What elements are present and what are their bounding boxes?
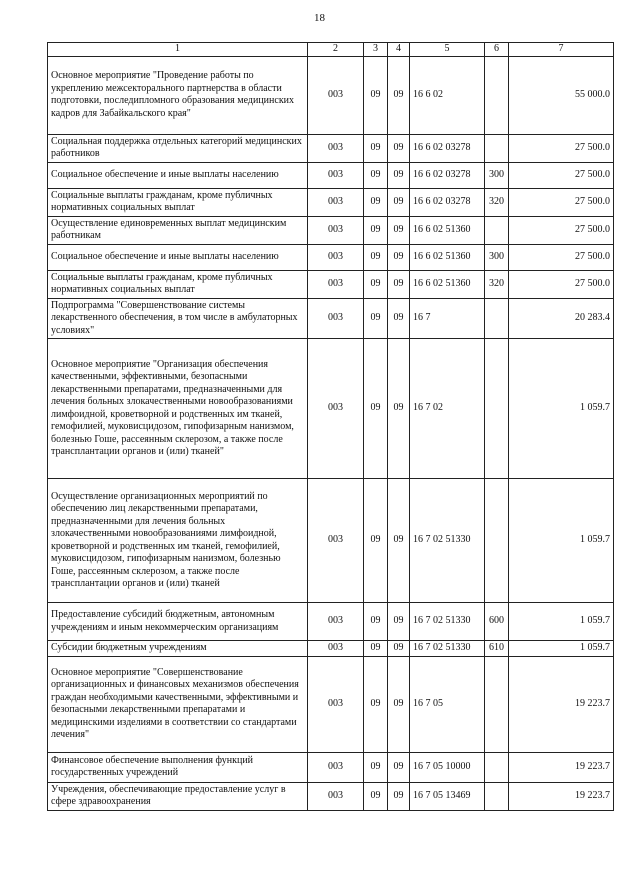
amount: 27 500.0 (509, 216, 614, 244)
column-header: 7 (509, 43, 614, 57)
amount: 19 223.7 (509, 752, 614, 782)
table-row (48, 216, 614, 244)
row-name: Учреждения, обеспечивающие предоставление услуг в сфере здравоохранения (48, 782, 308, 810)
subsection-code: 09 (388, 244, 410, 270)
table-row (48, 134, 614, 162)
table-row (48, 339, 614, 479)
amount: 1 059.7 (509, 339, 614, 479)
section-code: 09 (364, 270, 388, 298)
target-article-code: 16 7 02 51330 (410, 479, 485, 603)
expense-type-code (485, 56, 509, 134)
expense-type-code (485, 782, 509, 810)
section-code: 09 (364, 656, 388, 752)
subsection-code: 09 (388, 270, 410, 298)
expense-type-code: 610 (485, 641, 509, 657)
column-header: 2 (308, 43, 364, 57)
target-article-code: 16 7 (410, 298, 485, 339)
row-name: Осуществление единовременных выплат медицинским работникам (48, 216, 308, 244)
amount: 1 059.7 (509, 479, 614, 603)
section-code: 09 (364, 479, 388, 603)
table-row (48, 298, 614, 339)
column-header: 3 (364, 43, 388, 57)
expense-type-code (485, 339, 509, 479)
admin-code: 003 (308, 216, 364, 244)
row-name: Финансовое обеспечение выполнения функций государственных учреждений (48, 752, 308, 782)
row-name: Осуществление организационных мероприятий по обеспечению лиц лекарственными препаратами, предназначенными для лечения больных злокачественными новообразованиями лимфоидной, кроветворной и родственных им тканей, гемофилией, муковисцидозом, гипофизарным нанизмом, болезнью Гоше, рассеянным склерозом, а также после трансплантации органов и (или) тканей (48, 479, 308, 603)
row-name: Субсидии бюджетным учреждениям (48, 641, 308, 657)
row-name: Социальные выплаты гражданам, кроме публичных нормативных социальных выплат (48, 188, 308, 216)
expense-type-code (485, 656, 509, 752)
section-code: 09 (364, 244, 388, 270)
target-article-code: 16 6 02 51360 (410, 270, 485, 298)
amount: 27 500.0 (509, 188, 614, 216)
table-row (48, 603, 614, 641)
admin-code: 003 (308, 339, 364, 479)
target-article-code: 16 6 02 51360 (410, 216, 485, 244)
table-row (48, 656, 614, 752)
section-code: 09 (364, 134, 388, 162)
section-code: 09 (364, 641, 388, 657)
table-body (48, 56, 614, 810)
expense-type-code: 320 (485, 270, 509, 298)
row-name: Социальное обеспечение и иные выплаты населению (48, 244, 308, 270)
column-header: 4 (388, 43, 410, 57)
expense-type-code: 300 (485, 162, 509, 188)
admin-code: 003 (308, 270, 364, 298)
amount: 27 500.0 (509, 270, 614, 298)
admin-code: 003 (308, 298, 364, 339)
subsection-code: 09 (388, 56, 410, 134)
expense-type-code (485, 134, 509, 162)
admin-code: 003 (308, 188, 364, 216)
page-number: 18 (314, 12, 325, 24)
table-row (48, 56, 614, 134)
expense-type-code (485, 479, 509, 603)
expense-type-code: 320 (485, 188, 509, 216)
admin-code: 003 (308, 603, 364, 641)
admin-code: 003 (308, 479, 364, 603)
target-article-code: 16 7 02 51330 (410, 641, 485, 657)
table-row (48, 479, 614, 603)
section-code: 09 (364, 188, 388, 216)
amount: 19 223.7 (509, 656, 614, 752)
amount: 19 223.7 (509, 782, 614, 810)
section-code: 09 (364, 782, 388, 810)
target-article-code: 16 6 02 03278 (410, 188, 485, 216)
table-row (48, 641, 614, 657)
target-article-code: 16 7 05 (410, 656, 485, 752)
amount: 27 500.0 (509, 244, 614, 270)
table-row (48, 188, 614, 216)
amount: 1 059.7 (509, 641, 614, 657)
target-article-code: 16 7 05 10000 (410, 752, 485, 782)
table-row (48, 244, 614, 270)
target-article-code: 16 7 05 13469 (410, 782, 485, 810)
amount: 27 500.0 (509, 134, 614, 162)
expense-type-code (485, 752, 509, 782)
admin-code: 003 (308, 656, 364, 752)
subsection-code: 09 (388, 782, 410, 810)
header-row (48, 43, 614, 57)
admin-code: 003 (308, 782, 364, 810)
subsection-code: 09 (388, 603, 410, 641)
admin-code: 003 (308, 752, 364, 782)
section-code: 09 (364, 298, 388, 339)
amount: 55 000.0 (509, 56, 614, 134)
admin-code: 003 (308, 56, 364, 134)
row-name: Подпрограмма "Совершенствование системы лекарственного обеспечения, в том числе в амбулаторных условиях" (48, 298, 308, 339)
row-name: Основное мероприятие "Проведение работы по укреплению межсекторального партнерства в области подготовки, последипломного образования медицинских кадров для Забайкальского края" (48, 56, 308, 134)
section-code: 09 (364, 339, 388, 479)
subsection-code: 09 (388, 298, 410, 339)
subsection-code: 09 (388, 162, 410, 188)
column-header: 6 (485, 43, 509, 57)
row-name: Социальная поддержка отдельных категорий медицинских работников (48, 134, 308, 162)
section-code: 09 (364, 603, 388, 641)
expense-type-code: 600 (485, 603, 509, 641)
row-name: Социальные выплаты гражданам, кроме публичных нормативных социальных выплат (48, 270, 308, 298)
expense-type-code (485, 298, 509, 339)
amount: 20 283.4 (509, 298, 614, 339)
row-name: Предоставление субсидий бюджетным, автономным учреждениям и иным некоммерческим организациям (48, 603, 308, 641)
admin-code: 003 (308, 641, 364, 657)
section-code: 09 (364, 752, 388, 782)
row-name: Основное мероприятие "Совершенствование организационных и финансовых механизмов обеспечения граждан необходимыми качественными, эффективными и безопасными лекарственными препаратами и медицинскими изделиями в соответствии со стандартами лечения" (48, 656, 308, 752)
section-code: 09 (364, 56, 388, 134)
subsection-code: 09 (388, 216, 410, 244)
subsection-code: 09 (388, 656, 410, 752)
table-row (48, 270, 614, 298)
section-code: 09 (364, 162, 388, 188)
budget-table (47, 42, 614, 811)
column-header: 1 (48, 43, 308, 57)
expense-type-code: 300 (485, 244, 509, 270)
subsection-code: 09 (388, 479, 410, 603)
target-article-code: 16 6 02 51360 (410, 244, 485, 270)
subsection-code: 09 (388, 339, 410, 479)
target-article-code: 16 7 02 (410, 339, 485, 479)
subsection-code: 09 (388, 134, 410, 162)
row-name: Социальное обеспечение и иные выплаты населению (48, 162, 308, 188)
admin-code: 003 (308, 244, 364, 270)
target-article-code: 16 6 02 03278 (410, 162, 485, 188)
target-article-code: 16 6 02 (410, 56, 485, 134)
admin-code: 003 (308, 162, 364, 188)
table-row (48, 162, 614, 188)
target-article-code: 16 7 02 51330 (410, 603, 485, 641)
subsection-code: 09 (388, 641, 410, 657)
section-code: 09 (364, 216, 388, 244)
target-article-code: 16 6 02 03278 (410, 134, 485, 162)
admin-code: 003 (308, 134, 364, 162)
table-row (48, 782, 614, 810)
row-name: Основное мероприятие "Организация обеспечения качественными, эффективными, безопасными лекарственными препаратами, предназначенными для лечения больных злокачественными новообразованиями лимфоидной, кроветворной и родственных им тканей, гемофилией, муковисцидозом, гипофизарным нанизмом, болезнью Гоше, рассеянным склерозом, а также после трансплантации органов и (или) тканей" (48, 339, 308, 479)
column-header: 5 (410, 43, 485, 57)
subsection-code: 09 (388, 752, 410, 782)
table-row (48, 752, 614, 782)
amount: 27 500.0 (509, 162, 614, 188)
expense-type-code (485, 216, 509, 244)
subsection-code: 09 (388, 188, 410, 216)
amount: 1 059.7 (509, 603, 614, 641)
